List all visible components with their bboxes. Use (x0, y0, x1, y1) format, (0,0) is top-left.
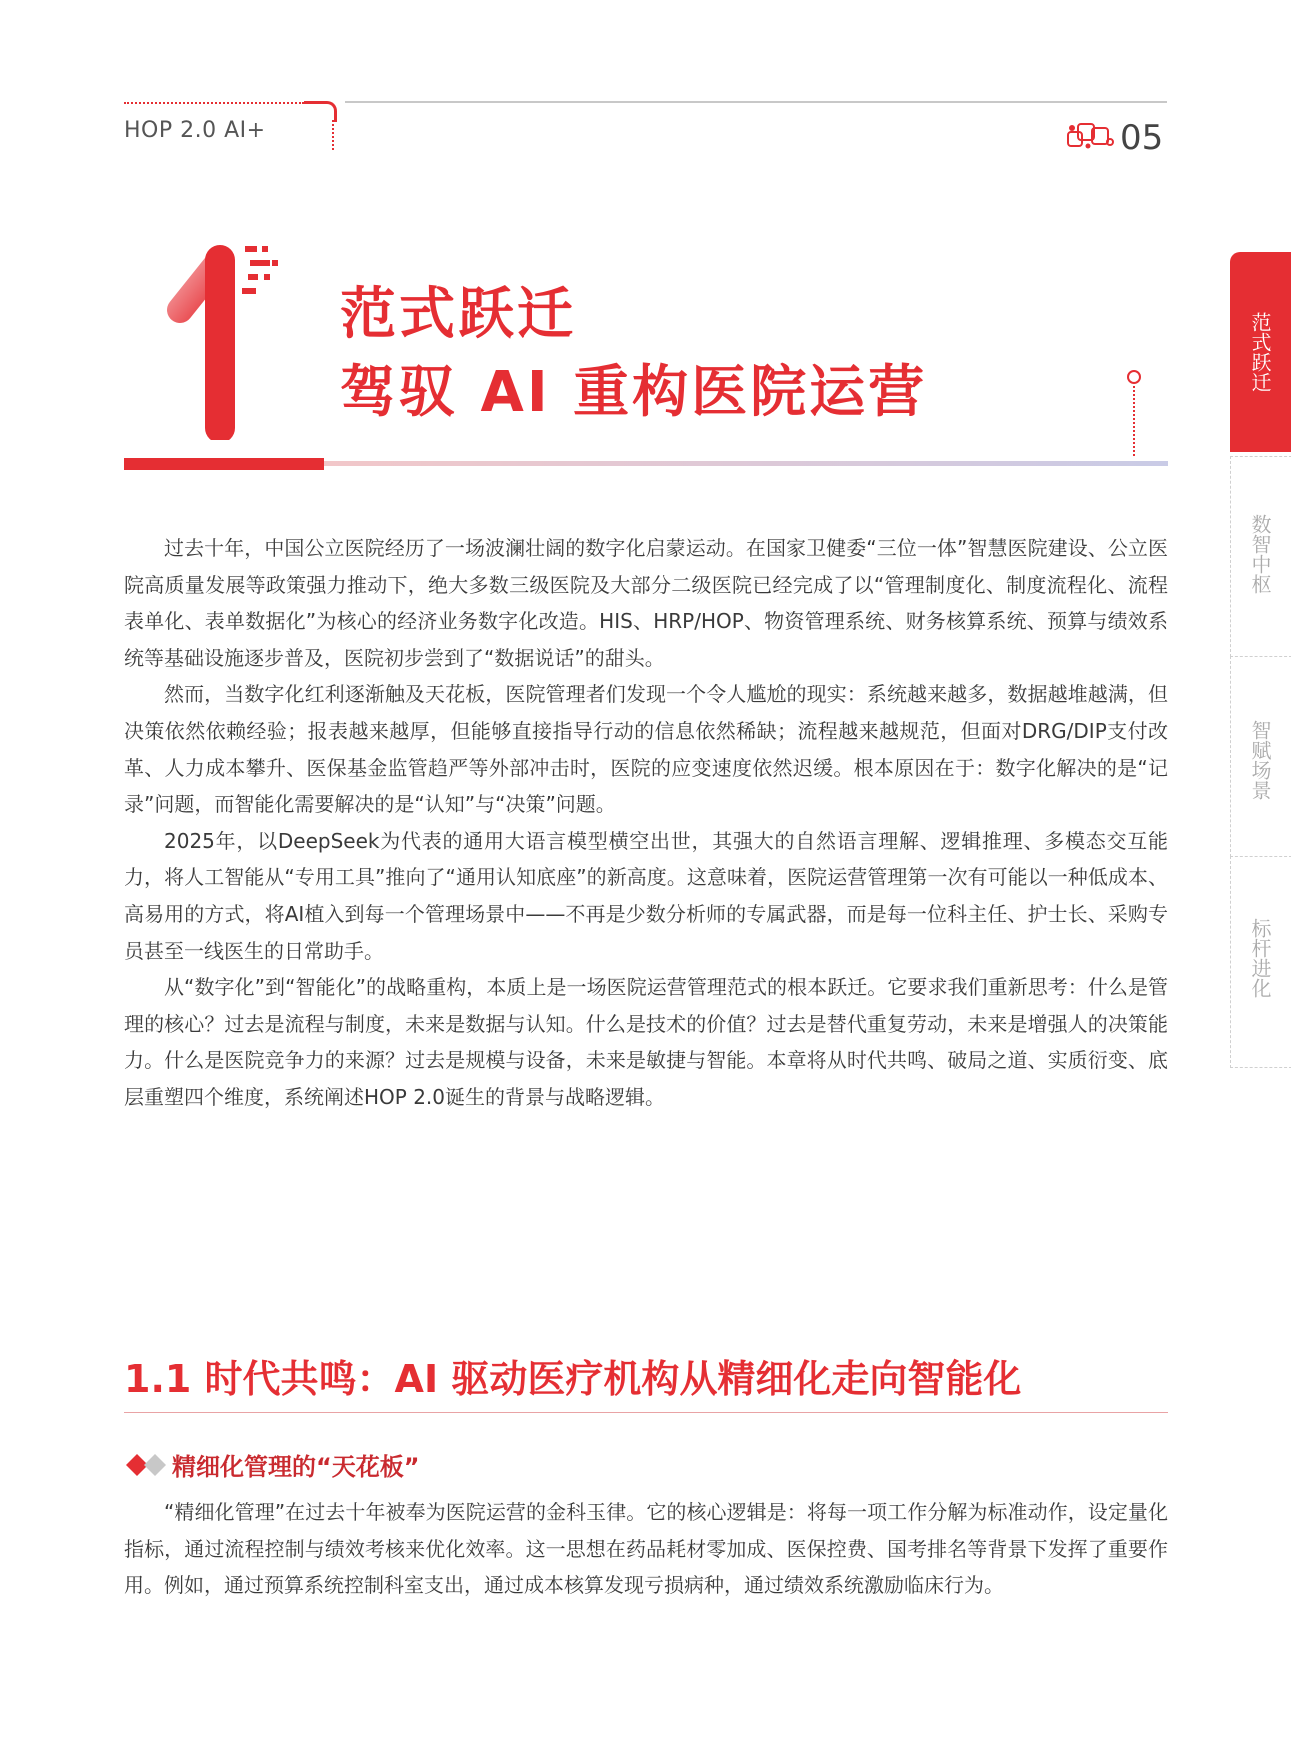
ornament-dots (1133, 386, 1135, 456)
tab-label: 标杆进化 (1248, 918, 1272, 998)
double-diamond-icon (124, 1452, 170, 1478)
paragraph: 然而，当数字化红利逐渐触及天花板，医院管理者们发现一个令人尴尬的现实：系统越来越多，数据越堆越满，但决策依然依赖经验；报表越来越厚，但能够直接指导行动的信息依然稀缺；流程越来越规范，但面对DRG/DIP支付改革、人力成本攀升、医保基金监管趋严等外部冲击时，医院的应变速度依然迟缓。根本原因在于：数字化解决的是“记录”问题，而智能化需要解决的是“认知”与“决策”问题。 (124, 682, 1168, 817)
page-number: 05 (1120, 118, 1164, 158)
tab-label: 范式跃迁 (1248, 312, 1272, 392)
paragraph: 2025年，以DeepSeek为代表的通用大语言模型横空出世，其强大的自然语言理解、逻辑推理、多模态交互能力，将人工智能从“专用工具”推向了“通用认知底座”的新高度。这意味着，医院运营管理第一次有可能以一种低成本、高易用的方式，将AI植入到每一个管理场景中——不再是少数分析师的专属武器，而是每一位科主任、护士长、采购专员甚至一线医生的日常助手。 (124, 828, 1168, 963)
paragraph: “精细化管理”在过去十年被奉为医院运营的金科玉律。它的核心逻辑是：将每一项工作分解为标准动作，设定量化指标，通过流程控制与绩效考核来优化效率。这一思想在药品耗材零加成、医保控费、国考排名等背景下发挥了重要作用。例如，通过预算系统控制科室支出，通过成本核算发现亏损病种，通过绩效系统激励临床行为。 (124, 1500, 1168, 1598)
header-corner-dots (332, 120, 334, 150)
header-rule (345, 101, 1167, 103)
chapter-subtitle: 驾驭 AI 重构医院运营 (340, 360, 928, 425)
doc-title: HOP 2.0 AI+ (124, 118, 266, 143)
chapter-red-bar (124, 458, 324, 470)
paragraph: 过去十年，中国公立医院经历了一场波澜壮阔的数字化启蒙运动。在国家卫健委“三位一体”智慧医院建设、公立医院高质量发展等政策强力推动下，绝大多数三级医院及大部分二级医院已经完成了以“管理制度化、制度流程化、流程表单化、表单数据化”为核心的经济业务数字化改造。HIS、HRP/HOP、物资管理系统、财务核算系统、预算与绩效系统等基础设施逐步普及，医院初步尝到了“数据说话”的甜头。 (124, 536, 1168, 670)
section-title: 1.1 时代共鸣：AI 驱动医疗机构从精细化走向智能化 (124, 1357, 1022, 1401)
tab-label: 数智中枢 (1248, 514, 1272, 594)
chapter-gradient-rule (324, 461, 1168, 466)
header-dotted-line (124, 102, 304, 104)
section-text (124, 1494, 1168, 1604)
header-corner-bracket (304, 101, 337, 122)
paragraph: 从“数字化”到“智能化”的战略重构，本质上是一场医院运营管理范式的根本跃迁。它要求我们重新思考：什么是管理的核心？过去是流程与制度，未来是数据与认知。什么是技术的价值？过去是替代重复劳动，未来是增强人的决策能力。什么是医院竞争力的来源？过去是规模与设备，未来是敏捷与智能。本章将从时代共鸣、破局之道、实质衍变、底层重塑四个维度，系统阐述HOP 2.0诞生的背景与战略逻辑。 (124, 975, 1168, 1109)
section-rule (124, 1412, 1168, 1413)
chapter-title: 范式跃迁 (340, 282, 576, 347)
subsection-title: 精细化管理的“天花板” (172, 1453, 420, 1481)
puzzle-logo-icon (1064, 118, 1118, 154)
tab-label: 智赋场景 (1248, 720, 1272, 800)
chapter-one-numeral-icon (150, 240, 290, 440)
intro-text (124, 530, 1168, 1116)
ornament-circle (1127, 370, 1141, 384)
